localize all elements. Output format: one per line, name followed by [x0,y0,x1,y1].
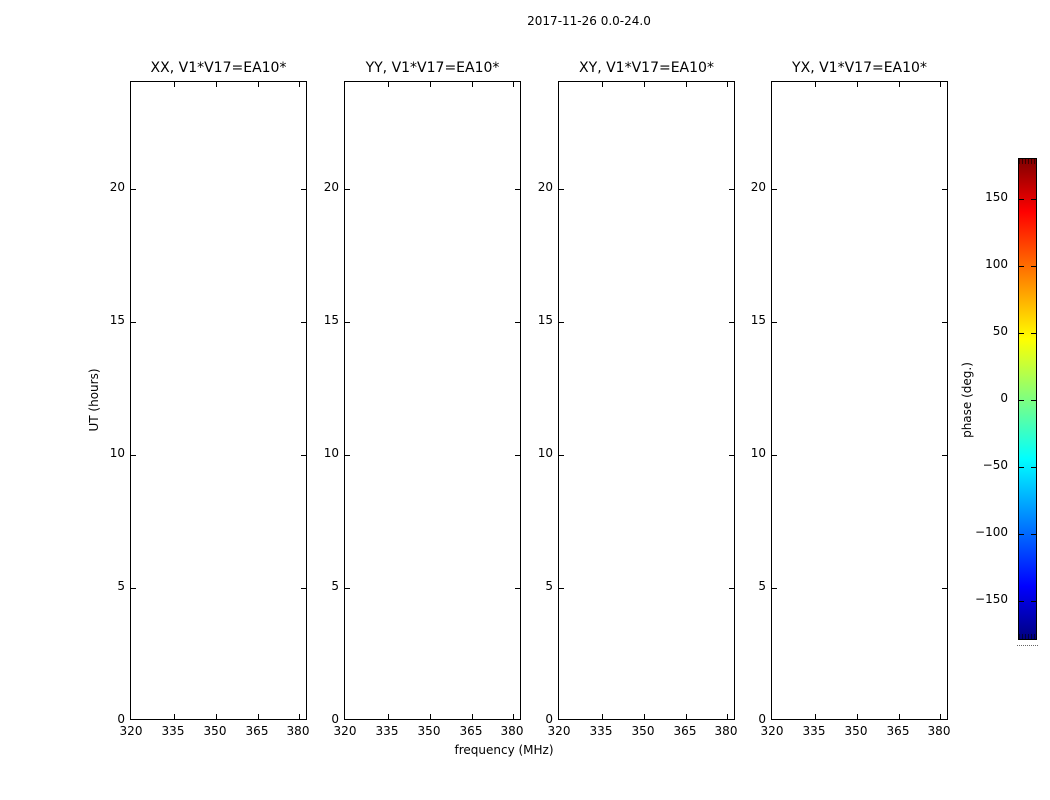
x-tick-mark [388,714,389,719]
subplot-xx-title: XX, V1*V17=EA10* [150,60,287,76]
y-tick-mark [131,189,136,190]
y-tick-label: 10 [323,445,339,460]
x-tick-label: 380 [714,724,738,738]
y-tick-label: 15 [750,312,766,327]
x-tick-mark [602,82,603,87]
x-tick-label: 335 [375,724,399,738]
x-tick-mark [644,714,645,719]
y-tick-label: 20 [109,179,125,194]
y-tick-mark [345,588,350,589]
x-tick-label: 350 [417,724,441,738]
x-tick-mark [388,82,389,87]
y-axis-label: UT (hours) [87,368,101,432]
subplot-yy [344,60,521,720]
y-tick-label: 5 [331,578,339,593]
y-tick-label: 20 [750,179,766,194]
colorbar-tick-mark [1019,400,1024,401]
colorbar-tick-mark [1031,333,1036,334]
colorbar-tick-mark [1019,467,1024,468]
y-tick-label: 10 [537,445,553,460]
y-tick-mark [772,455,777,456]
subplot-yy-title: YY, V1*V17=EA10* [365,60,500,76]
x-tick-mark [815,714,816,719]
colorbar-hatch-top [1019,159,1036,164]
colorbar-dotted-edge [1017,645,1038,646]
x-tick-mark [472,714,473,719]
colorbar-tick-mark [1031,467,1036,468]
subplot-xy-title: XY, V1*V17=EA10* [579,60,714,76]
y-tick-label: 15 [537,312,553,327]
x-tick-mark [258,82,259,87]
y-tick-label: 15 [323,312,339,327]
x-tick-mark [472,82,473,87]
subplot-xx [130,60,307,720]
y-tick-label: 10 [109,445,125,460]
y-tick-label: 0 [117,712,125,726]
x-tick-label: 320 [547,724,571,738]
y-tick-label: 10 [750,445,766,460]
x-tick-mark [940,714,941,719]
x-tick-label: 380 [927,724,951,738]
colorbar-tick-mark [1031,534,1036,535]
x-tick-label: 335 [802,724,826,738]
x-tick-mark [899,714,900,719]
x-tick-mark [513,82,514,87]
x-tick-mark [602,714,603,719]
x-tick-label: 350 [844,724,868,738]
colorbar-hatch-bottom [1019,634,1036,639]
x-tick-mark [216,714,217,719]
y-tick-label: 20 [323,179,339,194]
y-tick-label: 0 [758,712,766,726]
colorbar-tick-mark [1019,601,1024,602]
colorbar-tick-mark [1019,534,1024,535]
y-tick-mark [942,455,947,456]
x-tick-label: 365 [886,724,910,738]
subplot-yx-title: YX, V1*V17=EA10* [792,60,927,76]
colorbar-tick-label: 50 [992,324,1008,339]
y-tick-label: 0 [545,712,553,726]
x-tick-mark [899,82,900,87]
y-tick-label: 0 [331,712,339,726]
x-tick-mark [430,82,431,87]
y-tick-mark [345,189,350,190]
y-tick-mark [559,588,564,589]
x-tick-mark [174,82,175,87]
y-tick-label: 20 [537,179,553,194]
x-tick-mark [174,714,175,719]
y-tick-mark [942,189,947,190]
y-tick-label: 15 [109,312,125,327]
colorbar-tick-label: 100 [985,257,1008,272]
y-tick-mark [942,588,947,589]
x-tick-label: 335 [161,724,185,738]
y-tick-mark [559,322,564,323]
figure-title: 2017-11-26 0.0-24.0 [527,14,651,28]
y-tick-mark [131,322,136,323]
x-tick-mark [940,82,941,87]
y-tick-mark [131,455,136,456]
x-tick-mark [644,82,645,87]
x-tick-label: 365 [673,724,697,738]
x-tick-label: 350 [203,724,227,738]
y-tick-mark [345,455,350,456]
x-tick-label: 320 [333,724,357,738]
x-tick-label: 365 [459,724,483,738]
y-tick-mark [942,322,947,323]
y-tick-mark [772,322,777,323]
x-tick-mark [857,82,858,87]
x-tick-mark [216,82,217,87]
subplot-xy [558,60,735,720]
y-tick-mark [559,455,564,456]
colorbar-tick-label: 150 [985,190,1008,205]
y-tick-mark [345,322,350,323]
y-tick-label: 5 [117,578,125,593]
x-tick-label: 350 [631,724,655,738]
y-tick-mark [131,588,136,589]
colorbar-tick-mark [1031,266,1036,267]
x-axis-label: frequency (MHz) [454,743,554,757]
x-tick-mark [258,714,259,719]
colorbar-tick-label: 0 [1000,391,1008,406]
y-tick-label: 5 [758,578,766,593]
colorbar-gradient [1019,159,1036,639]
colorbar-tick-mark [1031,601,1036,602]
x-tick-label: 320 [760,724,784,738]
colorbar-tick-label: −100 [975,525,1008,539]
x-tick-mark [815,82,816,87]
x-tick-label: 365 [245,724,269,738]
x-tick-mark [686,82,687,87]
colorbar [1018,158,1037,640]
colorbar-tick-mark [1019,199,1024,200]
x-tick-mark [727,82,728,87]
x-tick-mark [299,82,300,87]
colorbar-tick-mark [1019,333,1024,334]
x-tick-label: 380 [286,724,310,738]
x-tick-label: 335 [589,724,613,738]
colorbar-tick-mark [1019,266,1024,267]
subplot-yx [771,60,948,720]
y-tick-label: 5 [545,578,553,593]
y-tick-mark [559,189,564,190]
x-tick-mark [430,714,431,719]
colorbar-tick-label: −50 [982,458,1008,472]
x-tick-mark [857,714,858,719]
y-tick-mark [772,189,777,190]
colorbar-tick-label: −150 [975,591,1008,606]
x-tick-label: 320 [119,724,143,738]
colorbar-label: phase (deg.) [960,362,974,438]
colorbar-tick-mark [1031,199,1036,200]
x-tick-label: 380 [500,724,524,738]
x-tick-mark [686,714,687,719]
colorbar-tick-mark [1031,400,1036,401]
y-tick-mark [772,588,777,589]
